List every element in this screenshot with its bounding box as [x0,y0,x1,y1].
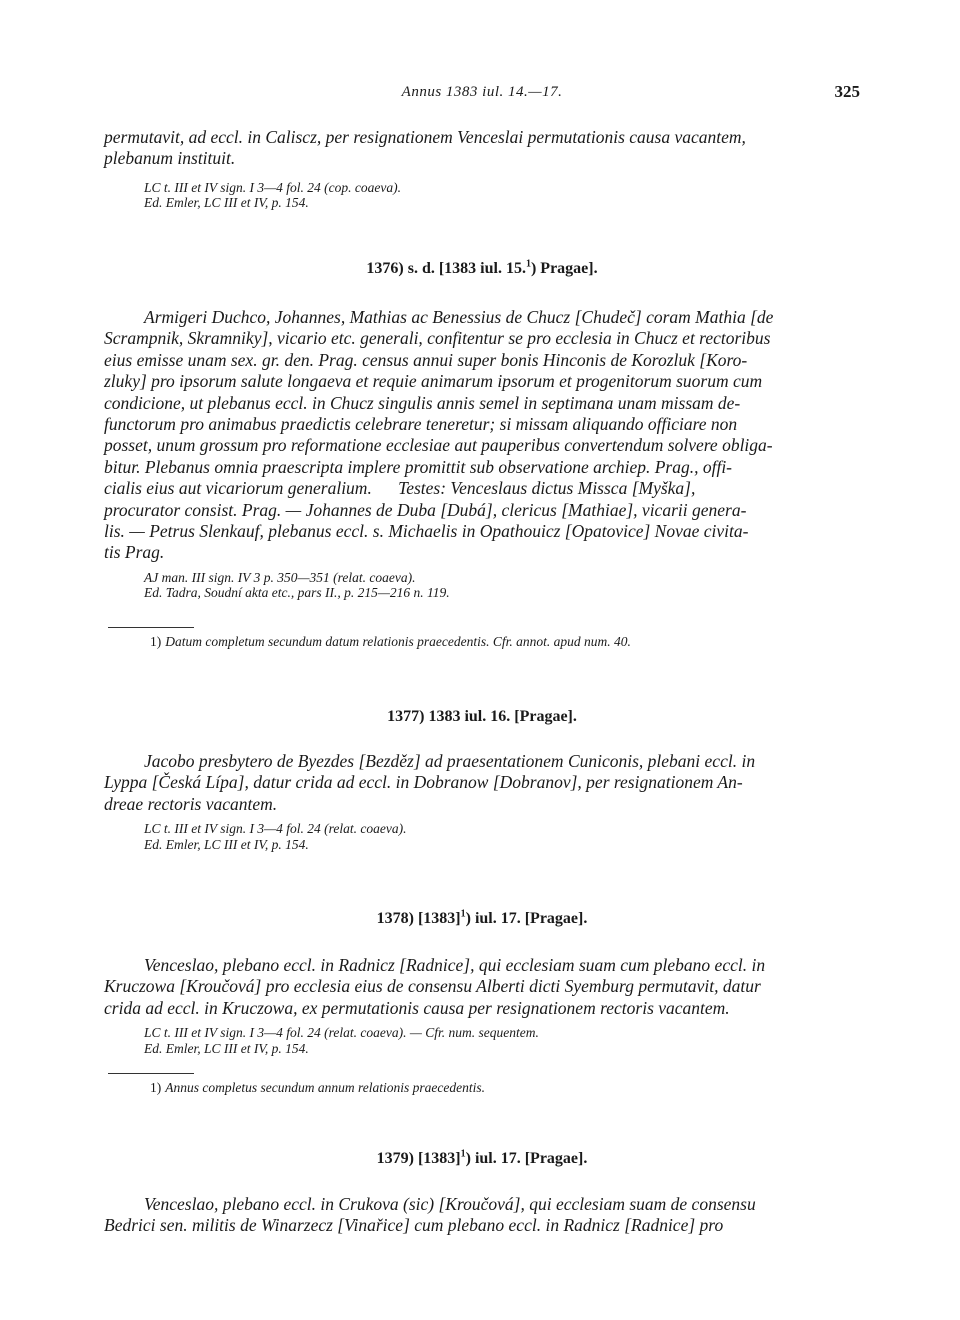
text-line: posset, unum grossum pro reformatione ecclesiae aut pauperibus convertendum solvere obliga- [104,435,773,456]
running-head [104,84,860,106]
entry-1377-sources [104,821,860,852]
footnote-1376 [150,634,631,650]
entry-heading-1377: 1377) 1383 iul. 16. [Pragae]. [387,708,577,725]
text-line: Venceslao, plebano eccl. in Radnicz [Radnice], qui ecclesiam suam cum plebano eccl. in [144,955,766,975]
text-line: condicione, ut plebanus eccl. in Chucz singulis annis semel in septimana unam missam de- [104,392,741,413]
heading-text: 1379) [1383] [376,1150,461,1167]
entry-1378-text [104,955,860,1019]
entry-1376-sources [104,570,860,601]
entry-1378-sources [104,1025,860,1056]
footnote-1378 [150,1080,485,1096]
text-line: functorum pro animabus praedictis celebrare teneretur; si missam aliquando officiare non [104,414,738,435]
text-line: Bedrici sen. militis de Winarzecz [Vinařice] cum plebano eccl. in Radnicz [Radnice] pro [104,1215,724,1236]
text-line: plebanum instituit. [104,148,236,169]
entry-1378 [104,955,860,1056]
entry-prev-sources [104,180,860,211]
footnote-mark: 1) [150,634,162,649]
heading-tail: ) iul. 17. [Pragae]. [465,910,588,927]
heading-text: 1378) [1383] [376,910,461,927]
source-line: LC t. III et IV sign. I 3—4 fol. 24 (relat. coaeva). [144,821,407,837]
entry-1377-text [104,751,860,815]
source-line: AJ man. III sign. IV 3 p. 350—351 (relat. coaeva). [144,569,416,585]
heading-tail: ) Pragae]. [530,260,598,277]
source-line: Ed. Emler, LC III et IV, p. 154. [144,195,309,211]
source-line: LC t. III et IV sign. I 3—4 fol. 24 (cop. coaeva). [144,179,401,195]
footnote-ref: 1 [460,1148,466,1160]
entry-1376-text [104,307,860,564]
heading-text: 1376) s. d. [1383 iul. 15. [366,260,526,277]
text-line: procurator consist. Prag. — Johannes de Duba [Dubá], clericus [Mathiae], vicarii genera- [104,499,747,520]
entry-prev [104,127,860,211]
text-line: tis Prag. [104,542,165,563]
entry-heading-1379 [104,1150,860,1168]
heading-tail: ) iul. 17. [Pragae]. [465,1150,588,1167]
text-line: Armigeri Duchco, Johannes, Mathias ac Benessius de Chucz [Chudeč] coram Mathia [de [144,307,774,327]
text-line: Kruczowa [Kroučová] pro ecclesia eius de consensu Alberti dicti Syemburg permutavit, datur [104,976,761,997]
footnote-ref: 1 [460,908,466,920]
entry-heading-1376 [104,260,860,278]
text-line: permutavit, ad eccl. in Caliscz, per resignationem Venceslai permutationis causa vacantem, [104,127,746,147]
text-line: bitur. Plebanus omnia praescripta implere promittit sub observatione archiep. Prag., offi- [104,456,733,477]
entry-heading-1378 [104,910,860,928]
text-line: lis. — Petrus Slenkauf, plebanus eccl. s. Michaelis in Opathouicz [Opatovice] Novae civita- [104,521,749,542]
footnote-rule [108,627,194,628]
text-line: cialis eius aut vicariorum generalium. Testes: Venceslaus dictus Missca [Myška], [104,478,696,499]
footnote-rule [108,1073,194,1074]
source-line: LC t. III et IV sign. I 3—4 fol. 24 (relat. coaeva). — Cfr. num. sequentem. [144,1025,539,1041]
footnote-text: Annus completus secundum annum relationis praecedentis. [165,1080,485,1095]
text-line: eius emisse unam sex. gr. den. Prag. census annui super bonis Hinconis de Korozluk [Koro- [104,349,748,370]
running-title: Annus 1383 iul. 14.—17. [401,84,563,100]
text-line: Venceslao, plebano eccl. in Crukova (sic) [Kroučová], qui ecclesiam suam de consensu [144,1194,756,1214]
text-line: Lyppa [Česká Lípa], datur crida ad eccl. in Dobranow [Dobranov], per resignationem An- [104,772,743,793]
page-number: 325 [834,82,860,101]
text-line: crida ad eccl. in Kruczowa, ex permutationis causa per resignationem rectoris vacantem. [104,997,730,1018]
text-line: zluky] pro ipsorum salute longaeva et requie animarum ipsorum et progenitorum suorum cum [104,371,763,392]
entry-1379 [104,1194,860,1237]
text-line: Scrampnik, Skramniky], vicario etc. generali, confitentur se pro ecclesia in Chucz et rectoribus [104,328,771,349]
entry-1376 [104,307,860,601]
footnote-ref: 1 [525,258,531,270]
text-line: dreae rectoris vacantem. [104,793,278,814]
entry-1379-text [104,1194,860,1237]
entry-prev-text [104,127,860,170]
source-line: Ed. Emler, LC III et IV, p. 154. [144,836,309,852]
source-line: Ed. Emler, LC III et IV, p. 154. [144,1040,309,1056]
text-line: Jacobo presbytero de Byezdes [Bezděz] ad praesentationem Cuniconis, plebani eccl. in [144,751,756,771]
entry-1377 [104,751,860,852]
footnote-mark: 1) [150,1080,162,1095]
source-line: Ed. Tadra, Soudní akta etc., pars II., p. 215—216 n. 119. [144,585,450,601]
footnote-text: Datum completum secundum datum relationis praecedentis. Cfr. annot. apud num. 40. [165,634,631,649]
